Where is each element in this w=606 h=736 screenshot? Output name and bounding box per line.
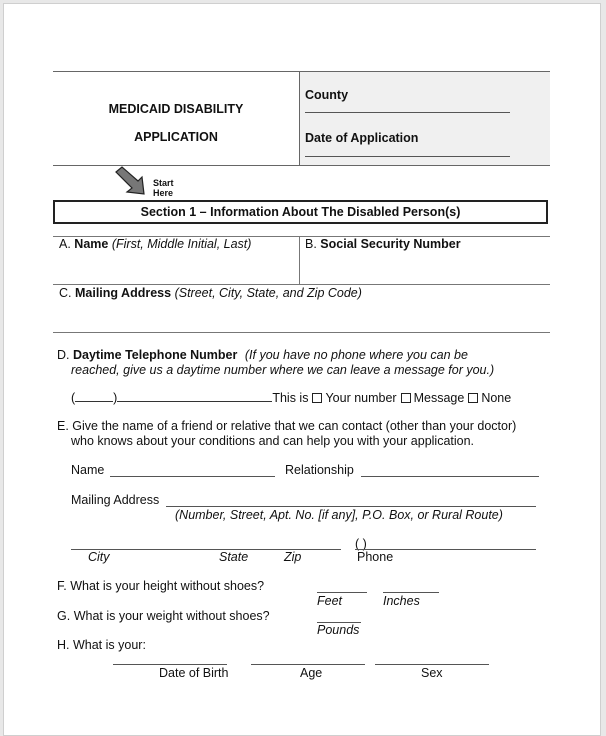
contact-phone-area-paren: ( ): [355, 537, 367, 551]
daytime-phone-hint2: reached, give us a daytime number where we can leave a message for you.): [71, 363, 495, 377]
date-of-application-label: Date of Application: [305, 131, 419, 145]
your-number-label: Your number: [325, 391, 397, 405]
contact-name-field[interactable]: [110, 476, 275, 477]
item-e-text1: Give the name of a friend or relative that we can contact (other than your doctor): [72, 419, 517, 433]
weight-question: What is your weight without shoes?: [73, 609, 270, 623]
phone-number-field[interactable]: [117, 401, 272, 402]
item-a-prefix: A.: [59, 237, 71, 251]
age-label: Age: [300, 666, 323, 680]
item-a-row[interactable]: [59, 237, 251, 251]
item-b-prefix: B.: [305, 237, 317, 251]
contact-mailing-address-field[interactable]: [166, 506, 536, 507]
daytime-phone-row: [71, 391, 511, 405]
daytime-phone-label: Daytime Telephone Number: [72, 348, 238, 362]
mailing-address-label: Mailing Address: [74, 286, 172, 300]
item-c-prefix: C.: [59, 286, 72, 300]
contact-mailing-address-hint: (Number, Street, Apt. No. [if any], P.O. Box, or Rural Route): [175, 508, 503, 522]
feet-label: Feet: [317, 594, 343, 608]
zip-label: Zip: [284, 550, 302, 564]
contact-phone-label: Phone: [357, 550, 394, 564]
your-number-checkbox[interactable]: [312, 393, 322, 403]
daytime-phone-hint1: (If you have no phone where you can be: [244, 348, 468, 362]
age-field[interactable]: [251, 664, 365, 665]
item-b-row[interactable]: [305, 237, 461, 251]
divider: [53, 332, 550, 333]
section1-title: Section 1 – Information About The Disabled Person(s): [53, 200, 548, 224]
divider: [53, 284, 550, 285]
sex-label: Sex: [421, 666, 443, 680]
item-e-line1: [57, 419, 516, 433]
item-h-prefix: H.: [57, 638, 70, 652]
item-d-line1: [57, 348, 468, 362]
item-g-prefix: G.: [57, 609, 71, 623]
relationship-label: Relationship: [285, 463, 354, 477]
message-label: Message: [413, 391, 465, 405]
contact-mailing-address-label: Mailing Address: [71, 493, 160, 507]
form-title-line1: MEDICAID DISABILITY: [108, 102, 244, 116]
item-g-row: [57, 609, 270, 623]
phone-paren-left: (: [71, 391, 76, 405]
item-e-prefix: E.: [57, 419, 69, 433]
sex-field[interactable]: [375, 664, 489, 665]
start-here-label-line1: Start: [153, 178, 174, 188]
inches-label: Inches: [383, 594, 420, 608]
height-feet-field[interactable]: [317, 592, 367, 593]
mailing-address-hint: (Street, City, State, and Zip Code): [174, 286, 362, 300]
pounds-label: Pounds: [317, 623, 360, 637]
start-here-label-line2: Here: [153, 188, 174, 198]
height-inches-field[interactable]: [383, 592, 439, 593]
county-label: County: [305, 88, 349, 102]
form-header: [53, 71, 550, 166]
form-title-line2: APPLICATION: [134, 130, 218, 144]
item-d-prefix: D.: [57, 348, 70, 362]
item-c-row[interactable]: [59, 286, 362, 300]
divider: [299, 236, 300, 284]
date-of-application-field[interactable]: [305, 156, 510, 157]
state-label: State: [219, 550, 249, 564]
relationship-field[interactable]: [361, 476, 539, 477]
message-checkbox[interactable]: [401, 393, 411, 403]
city-label: City: [88, 550, 110, 564]
item-f-prefix: F.: [57, 579, 67, 593]
start-here-arrow-icon: [112, 166, 152, 198]
item-h-row: [57, 638, 146, 652]
phone-area-code-field[interactable]: [75, 401, 113, 402]
phone-paren-right: ): [113, 391, 118, 405]
date-of-birth-field[interactable]: [113, 664, 227, 665]
date-of-birth-label: Date of Birth: [159, 666, 229, 680]
name-label: Name: [74, 237, 109, 251]
none-label: None: [481, 391, 512, 405]
this-is-label: This is: [272, 391, 309, 405]
office-use-panel: [299, 72, 550, 165]
none-checkbox[interactable]: [468, 393, 478, 403]
ssn-label: Social Security Number: [320, 237, 461, 251]
what-is-your-label: What is your:: [72, 638, 146, 652]
item-f-row: [57, 579, 264, 593]
contact-name-label: Name: [71, 463, 105, 477]
height-question: What is your height without shoes?: [70, 579, 265, 593]
county-field[interactable]: [305, 112, 510, 113]
name-hint: (First, Middle Initial, Last): [111, 237, 252, 251]
item-e-text2: who knows about your conditions and can help you with your application.: [71, 434, 475, 448]
form-page: [3, 3, 601, 736]
